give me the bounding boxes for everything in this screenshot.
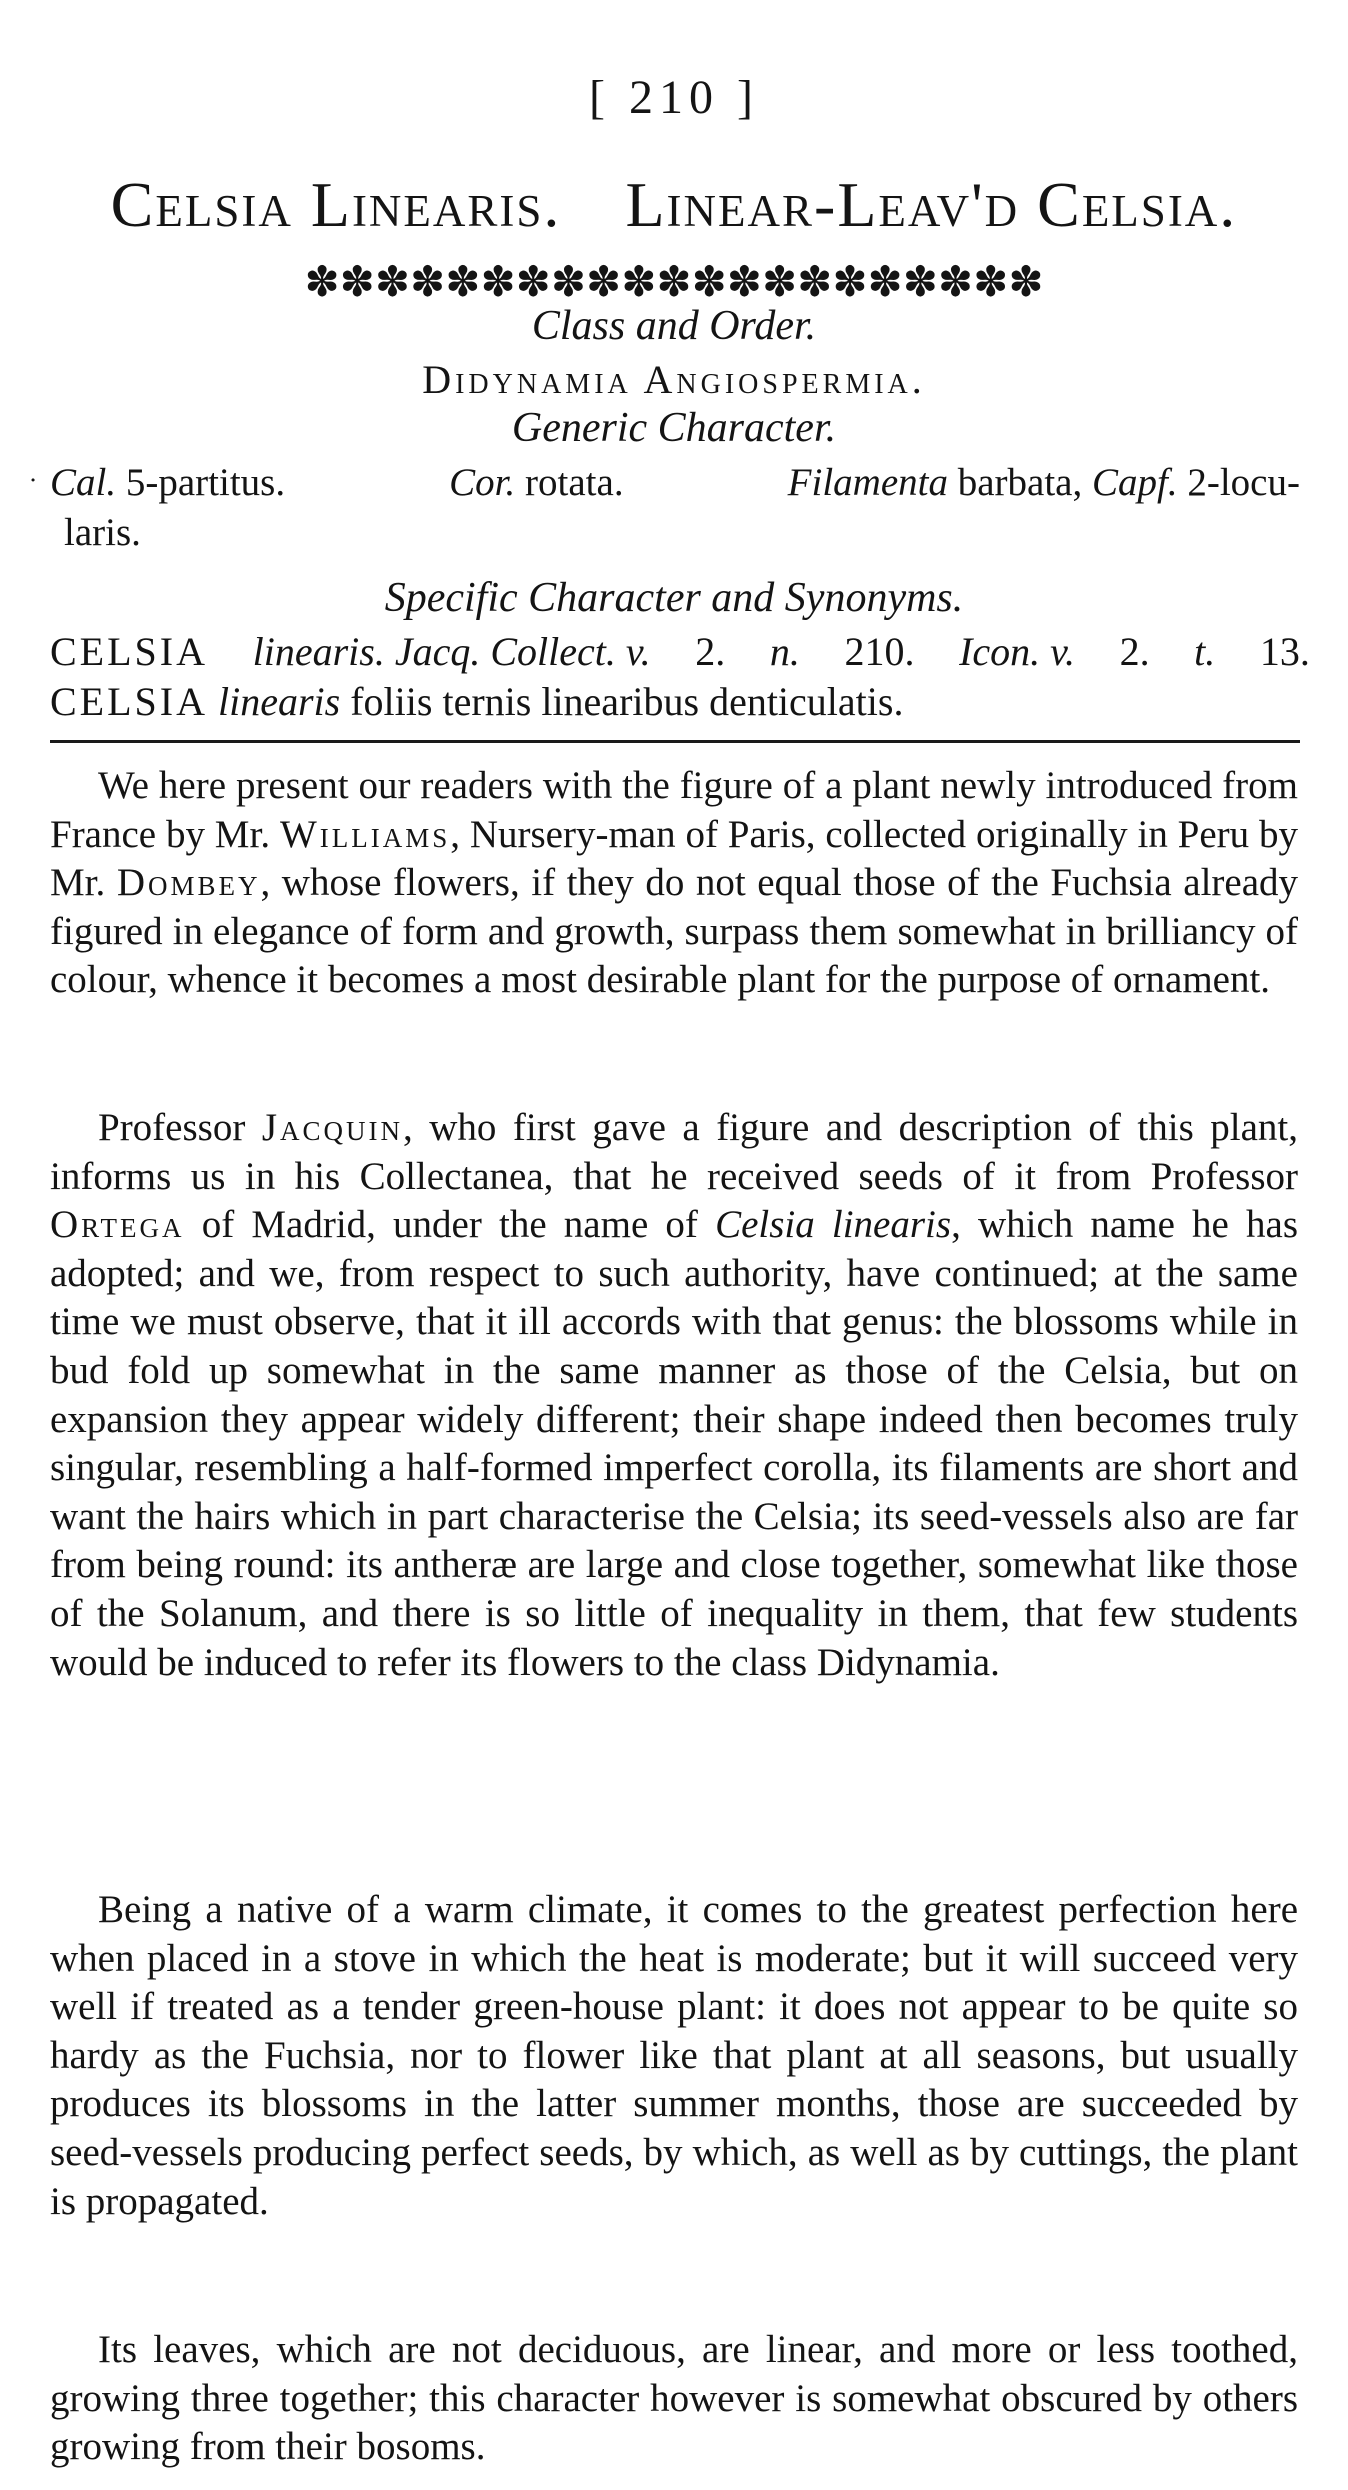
p2-text-d: , which name he has adopted; and we, from respect to such authority, have continued; at the same time we must observe, that it ill accords with that genus: the blossoms while in bud fold up somewhat in the same manner as those of the Celsia, but on expansion they appear widely different; their shape indeed then becomes truly singular, resembling a half-formed imperfect corolla, its filaments are short and want the hairs which in part characterise the Celsia; its seed-vessels also are far from being round: its antheræ are large and close together, somewhat like those of the Solanum, and there is so little of inequality in them, that few students would be induced to refer its flowers to the class Didynamia. — [50, 1203, 1298, 1684]
synonym-desc-2: foliis ternis linearibus denticulatis. — [350, 679, 904, 724]
class-order-value: Didynamia Angiospermia. — [422, 357, 926, 402]
synonym-genus-2: CELSIA — [50, 679, 208, 724]
p4-text: Its leaves, which are not deciduous, are linear, and more or less toothed, growing three together; this character however is somewhat obscured by others growing from their bosoms. — [50, 2328, 1298, 2469]
p2-text-a: Professor — [98, 1106, 246, 1149]
generic-character — [50, 458, 1300, 558]
ornament-rule: ✽✽✽✽✽✽✽✽✽✽✽✽✽✽✽✽✽✽✽✽✽ — [304, 260, 1044, 306]
divider-rule — [50, 740, 1300, 743]
english-title: Linear-Leav'd Celsia. — [625, 169, 1238, 240]
name-ortega: Ortega — [50, 1203, 185, 1247]
page-title — [0, 168, 1348, 242]
synonym-t: t. — [1194, 629, 1216, 674]
fil-label: Filamenta — [787, 461, 948, 504]
name-dombey: Dombey — [116, 861, 261, 905]
synonym-line-2 — [50, 678, 1310, 725]
synonym-line-1 — [50, 628, 1310, 675]
synonym-plate: 13. — [1259, 629, 1310, 674]
cor-label: Cor. — [449, 461, 516, 504]
fil-text: barbata, — [957, 461, 1083, 504]
capf-text: 2-locu- — [1187, 461, 1300, 504]
p2-text-b: , who first gave a figure and description of this plant, informs us in his Collectanea, that he received seeds of it from Professor — [50, 1106, 1298, 1198]
p2-text-c: of Madrid, under the name of — [201, 1203, 698, 1247]
latin-title: Celsia Linearis. — [110, 169, 562, 240]
synonym-icon-vol: 2. — [1119, 629, 1150, 674]
paragraph-4 — [50, 2326, 1298, 2472]
p1-text-c: , whose flowers, if they do not equal those of the Fuchsia already figured in elegance of form and growth, surpass them somewhat in brilliancy of colour, whence it becomes a most desirable plant for the purpose of ornament. — [50, 861, 1299, 1002]
paragraph-2 — [50, 1104, 1298, 1687]
specific-heading: Specific Character and Synonyms. — [384, 575, 964, 621]
margin-mark: ˙ — [28, 472, 38, 505]
cal-label: Cal. — [50, 461, 117, 504]
page-number: [ 210 ] — [589, 71, 759, 124]
name-jacquin: Jacquin — [261, 1106, 404, 1149]
paragraph-3 — [50, 1886, 1298, 2226]
generic-cont: laris. — [64, 511, 141, 554]
synonym-icon: Icon. v. — [959, 629, 1075, 674]
capf-label: Capf. — [1092, 461, 1178, 504]
synonym-genus: CELSIA — [50, 629, 208, 674]
synonym-num: 210. — [844, 629, 915, 674]
name-williams: Williams — [279, 812, 451, 856]
synonym-n: n. — [769, 629, 800, 674]
synonym-species-2: linearis — [218, 679, 341, 724]
p1-text-a: We here present our readers with the figure of a plant newly introduced from France by Mr. — [50, 764, 1298, 856]
generic-heading: Generic Character. — [511, 405, 837, 451]
synonym-ref: linearis. Jacq. Collect. v. — [252, 629, 651, 674]
paragraph-1 — [50, 762, 1298, 1005]
cor-text: rotata. — [525, 461, 624, 504]
celsia-linearis-italic: Celsia linearis — [715, 1203, 952, 1247]
synonym-vol: 2. — [695, 629, 726, 674]
p1-text-b: , Nursery-man of Paris, collected originally in Peru by Mr. — [50, 812, 1299, 905]
cal-text: 5-partitus. — [125, 461, 286, 504]
p3-text: Being a native of a warm climate, it comes to the greatest perfection here when placed in a stove in which the heat is moderate; but it will succeed very well if treated as a tender green-house plant: it does not appear to be quite so hardy as the Fuchsia, nor to flower like that plant at all seasons, but usually produces its blossoms in the latter summer months, those are succeeded by seed-vessels producing perfect seeds, by which, as well as by cuttings, the plant is propagated. — [50, 1888, 1298, 2223]
class-order-heading: Class and Order. — [531, 303, 817, 349]
